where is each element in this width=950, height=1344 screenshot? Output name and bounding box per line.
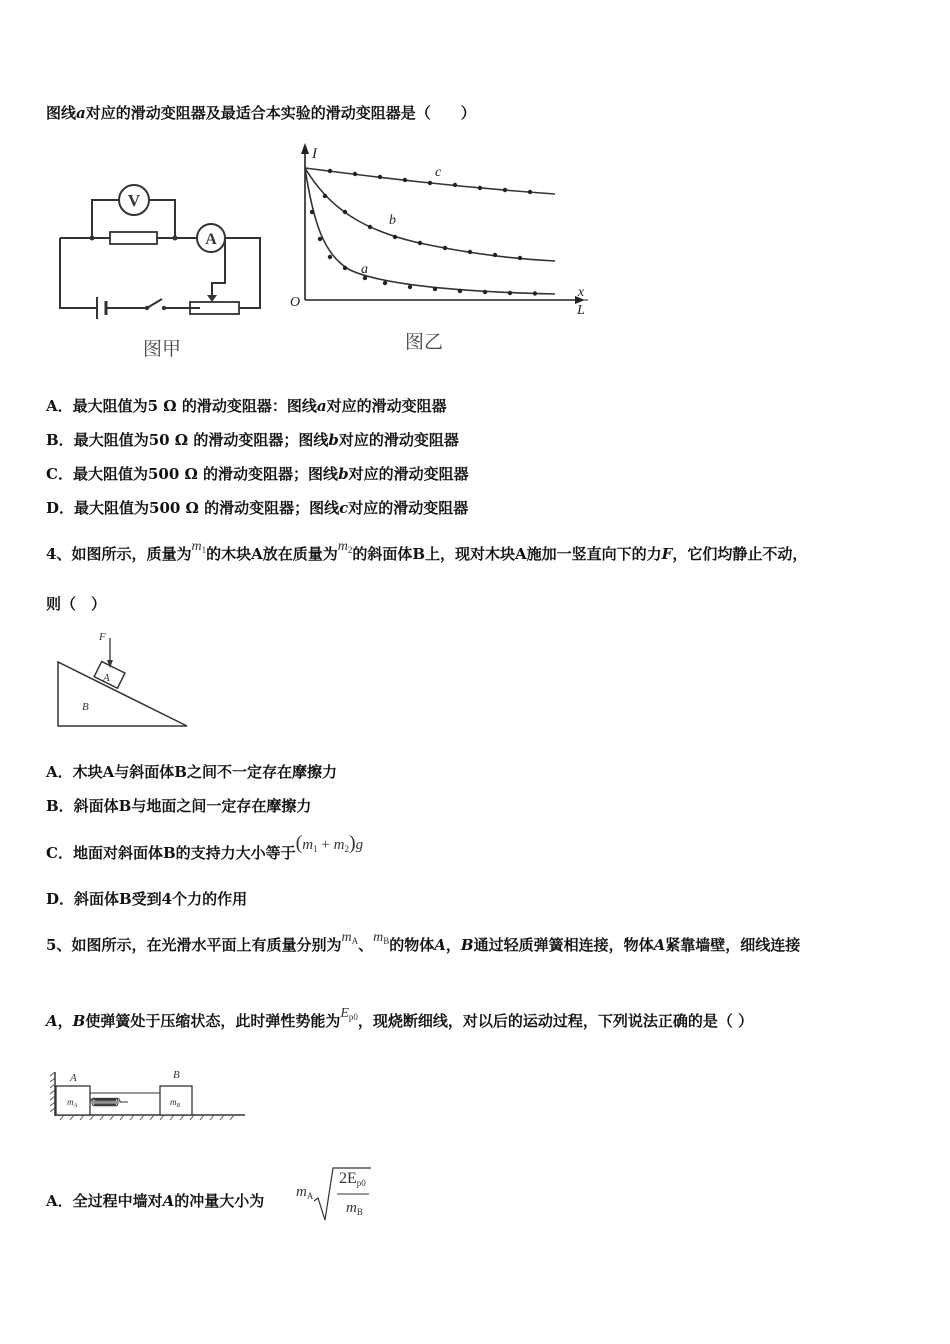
block-b-top-label: B [173, 1069, 180, 1081]
q3-stem-post: 对应的滑动变阻器及最适合本实验的滑动变阻器是（ ） [85, 104, 476, 122]
q4-m2: $m_2$ [337, 539, 353, 555]
block-b-mass-label: $m_B$ [170, 1097, 181, 1109]
q4-stem-line2: 则（ ） [46, 595, 107, 613]
q5-mb: $m_B$ [373, 930, 390, 946]
q3-stem-pre: 图线 [46, 104, 77, 122]
q5-stem-line2: A，B使弹簧处于压缩状态，此时弹性势能为$E_{p0}$，现烧断细线，对以后的运动过程，下列说法正确的是（ ） [46, 1006, 754, 1030]
voltmeter-label: V [127, 191, 141, 210]
q5-stem: 5、如图所示，在光滑水平面上有质量分别为$m_A$、$m_B$的物体A，B通过轻质弹簧相连接，物体A紧靠墙壁，细线连接 [46, 930, 801, 954]
q5-option-a[interactable]: A．全过程中墙对A的冲量大小为 [46, 1192, 265, 1210]
q3-stem [46, 102, 476, 123]
q4-optc-formula: $(m_1 + m_2)g$ [295, 832, 364, 854]
q4-option-d[interactable]: D．斜面体B受到4个力的作用 [46, 890, 248, 908]
graph-origin-label: O [290, 295, 301, 310]
q4-option-a[interactable]: A．木块A与斜面体B之间不一定存在摩擦力 [46, 763, 337, 781]
curve-a-label: a [361, 262, 368, 277]
q5-ep0: $E_{p0}$ [340, 1006, 358, 1022]
q5-opta-formula: $m_A$ $2E_{p0}$ $m_B$ [296, 1166, 386, 1226]
graph-x-numerator: x [577, 285, 585, 300]
q5-ma: $m_A$ [341, 930, 359, 946]
graph-x-denominator: L [577, 303, 585, 318]
q4-m1: $m_1$ [191, 539, 207, 555]
q3-option-a[interactable]: A．最大阻值为5 Ω 的滑动变阻器：图线a对应的滑动变阻器 [46, 397, 447, 415]
curve-c-label: c [435, 165, 442, 180]
q3-stem-curve: a [76, 104, 86, 122]
force-label: F [99, 631, 106, 643]
q4-option-c[interactable]: C．地面对斜面体B的支持力大小等于$(m_1 + m_2)g$ [46, 832, 364, 862]
block-a-top-label: A [70, 1072, 77, 1084]
spring-blocks-diagram [50, 1066, 250, 1122]
graph-y-label: I [312, 146, 317, 162]
block-a-label: A [103, 672, 110, 684]
curve-b-label: b [389, 213, 396, 228]
q4-option-b[interactable]: B．斜面体B与地面之间一定存在摩擦力 [46, 797, 312, 815]
q4-stem: 4、如图所示，质量为$m_1$的木块A放在质量为$m_2$的斜面体B上，现对木块A施加一竖直向下的力F，它们均静止不动， [46, 539, 808, 563]
incline-b-label: B [82, 701, 89, 713]
q3-option-c[interactable]: C．最大阻值为500 Ω 的滑动变阻器；图线b对应的滑动变阻器 [46, 465, 469, 483]
incline-diagram [50, 626, 195, 732]
block-a-mass-label: $m_A$ [67, 1097, 78, 1109]
current-graph [285, 140, 595, 325]
figure-caption-jia: 图甲 [143, 338, 182, 360]
q3-option-b[interactable]: B．最大阻值为50 Ω 的滑动变阻器；图线b对应的滑动变阻器 [46, 431, 459, 449]
ammeter-label: A [205, 231, 217, 248]
figure-caption-yi: 图乙 [405, 331, 444, 353]
q3-option-d[interactable]: D．最大阻值为500 Ω 的滑动变阻器；图线c对应的滑动变阻器 [46, 499, 469, 517]
circuit-diagram [52, 175, 272, 325]
